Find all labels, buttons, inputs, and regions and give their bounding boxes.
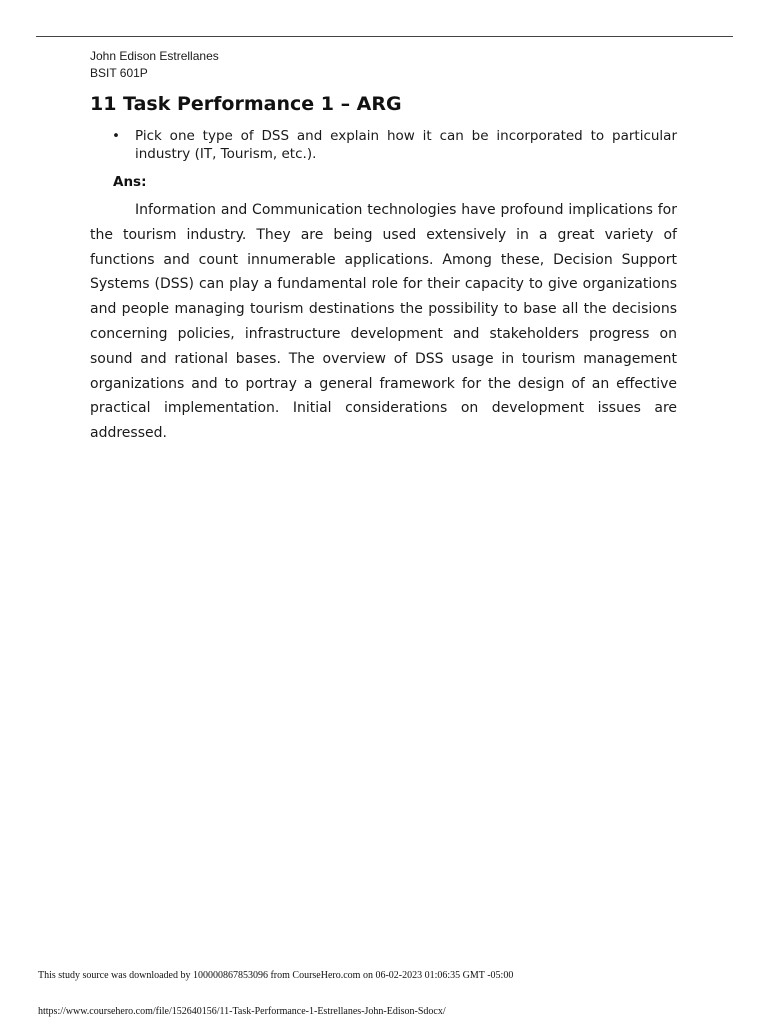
answer-paragraph: Information and Communication technologies have profound implications for the tourism industry. They are being used extensively in a great variety of functions and count innumerable applications. Among these, Decision Support Systems (DSS) can play a fundamental role for their capacity to give organizations and people managing tourism destinations the possibility to base all the decisions concerning policies, infrastructure development and stakeholders progress on sound and rational bases. The overview of DSS usage in tourism management organizations and to portray a general framework for the design of an effective practical implementation. Initial considerations on development issues are addressed. — [90, 202, 677, 442]
question-list — [90, 127, 677, 163]
source-url[interactable]: https://www.coursehero.com/file/152640156/11-Task-Performance-1-Estrellanes-John-Edison-Sdocx/ — [38, 1006, 446, 1017]
bullet-icon: • — [112, 128, 120, 144]
section-code: BSIT 601P — [90, 66, 148, 80]
header-divider — [36, 36, 733, 37]
document-title: 11 Task Performance 1 – ARG — [90, 93, 402, 115]
author-name: John Edison Estrellanes — [90, 49, 219, 63]
question-item — [90, 127, 677, 163]
question-text: Pick one type of DSS and explain how it can be incorporated to particular industry (IT, Tourism, etc.). — [135, 128, 677, 162]
answer-label: Ans: — [113, 174, 147, 190]
download-notice: This study source was downloaded by 100000867853096 from CourseHero.com on 06-02-2023 01:06:35 GMT -05:00 — [38, 970, 514, 981]
